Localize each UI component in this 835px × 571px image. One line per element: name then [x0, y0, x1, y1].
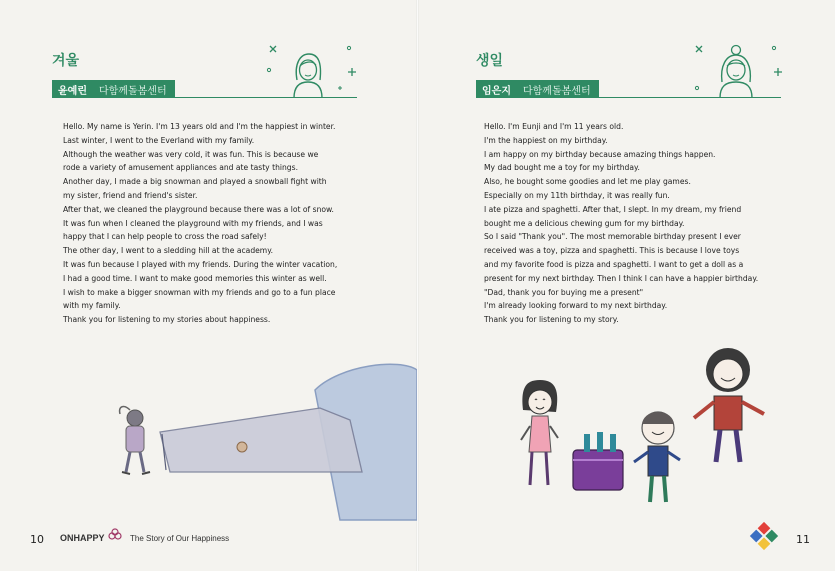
left-page [0, 0, 417, 571]
story-line: present for my next birthday. Then I think I can have a happier birthday. [484, 273, 759, 283]
series-title: The Story of Our Happiness [130, 534, 230, 543]
story-line: So I said "Thank you". The most memorable birthday present I ever [484, 232, 741, 242]
story-line: It was fun when I cleaned the playground with my friends, and I was [63, 218, 323, 228]
story-line: Thank you for listening to my stories about happiness. [63, 315, 271, 325]
brand-logo-text: ONHAPPY [60, 533, 105, 543]
story-line: Especially on my 11th birthday, it was really fun. [484, 190, 670, 200]
puzzle-logo [752, 524, 776, 548]
story-line: I'm already looking forward to my next birthday. [484, 301, 668, 311]
story-line: I'm the happiest on my birthday. [484, 135, 608, 145]
author-bar [476, 80, 599, 98]
story-line: with my family. [63, 301, 121, 311]
page-number: 11 [796, 533, 810, 546]
center-name: 다함께돌봄센터 [517, 80, 599, 98]
story-line: My dad bought me a toy for my birthday. [484, 163, 640, 173]
story-line: Also, he bought some goodies and let me play games. [484, 177, 691, 187]
story-line: After that, we cleaned the playground because there was a lot of snow. [63, 204, 334, 214]
onhappy-flower-logo [108, 528, 122, 542]
snow-sled-drawing [100, 360, 417, 520]
center-name: 다함께돌봄센터 [93, 80, 175, 98]
story-line: my sister, friend and friend's sister. [63, 190, 198, 200]
story-line: received was a toy, pizza and spaghetti. This is because I love toys [484, 246, 740, 256]
story-line: and my favorite food is pizza and spaghetti. I want to get a doll as a [484, 259, 744, 269]
story-line: Another day, I made a big snowman and played a snowball fight with [63, 177, 327, 187]
story-line: The other day, I went to a sledding hill at the academy. [63, 246, 274, 256]
right-page [418, 0, 835, 571]
author-name: 임은지 [476, 80, 517, 98]
sparkle-icon [694, 44, 784, 94]
story-text [484, 120, 758, 327]
birthday-drawing [518, 340, 778, 505]
story-line: "Dad, thank you for buying me a present" [484, 287, 644, 297]
story-line: Although the weather was very cold, it was fun. This is because we [63, 149, 319, 159]
story-line: It was fun because I played with my friends. During the winter vacation, [63, 259, 338, 269]
story-text [63, 120, 337, 327]
story-line: I wish to make a bigger snowman with my friends and go to a fun place [63, 287, 336, 297]
author-bar [52, 80, 175, 98]
page-title: 생일 [476, 53, 504, 69]
page-number: 10 [30, 533, 44, 546]
story-line: I ate pizza and spaghetti. After that, I slept. In my dream, my friend [484, 204, 742, 214]
page-title: 겨울 [52, 53, 80, 69]
author-name: 윤예린 [52, 80, 93, 98]
story-line: Hello. I'm Eunji and I'm 11 years old. [484, 122, 624, 131]
sparkle-icon [266, 44, 356, 94]
story-line: Last winter, I went to the Everland with my family. [63, 135, 255, 145]
story-line: I am happy on my birthday because amazing things happen. [484, 149, 716, 159]
story-line: Hello. My name is Yerin. I'm 13 years old and I'm the happiest in winter. [63, 122, 336, 131]
story-line: bought me a delicious chewing gum for my birthday. [484, 218, 685, 228]
story-line: rode a variety of amusement appliances and ate tasty things. [63, 163, 298, 173]
story-line: I had a good time. I want to make good memories this winter as well. [63, 273, 327, 283]
story-line: happy that I can help people to cross the road safely! [63, 232, 267, 242]
story-line: Thank you for listening to my story. [484, 315, 619, 325]
